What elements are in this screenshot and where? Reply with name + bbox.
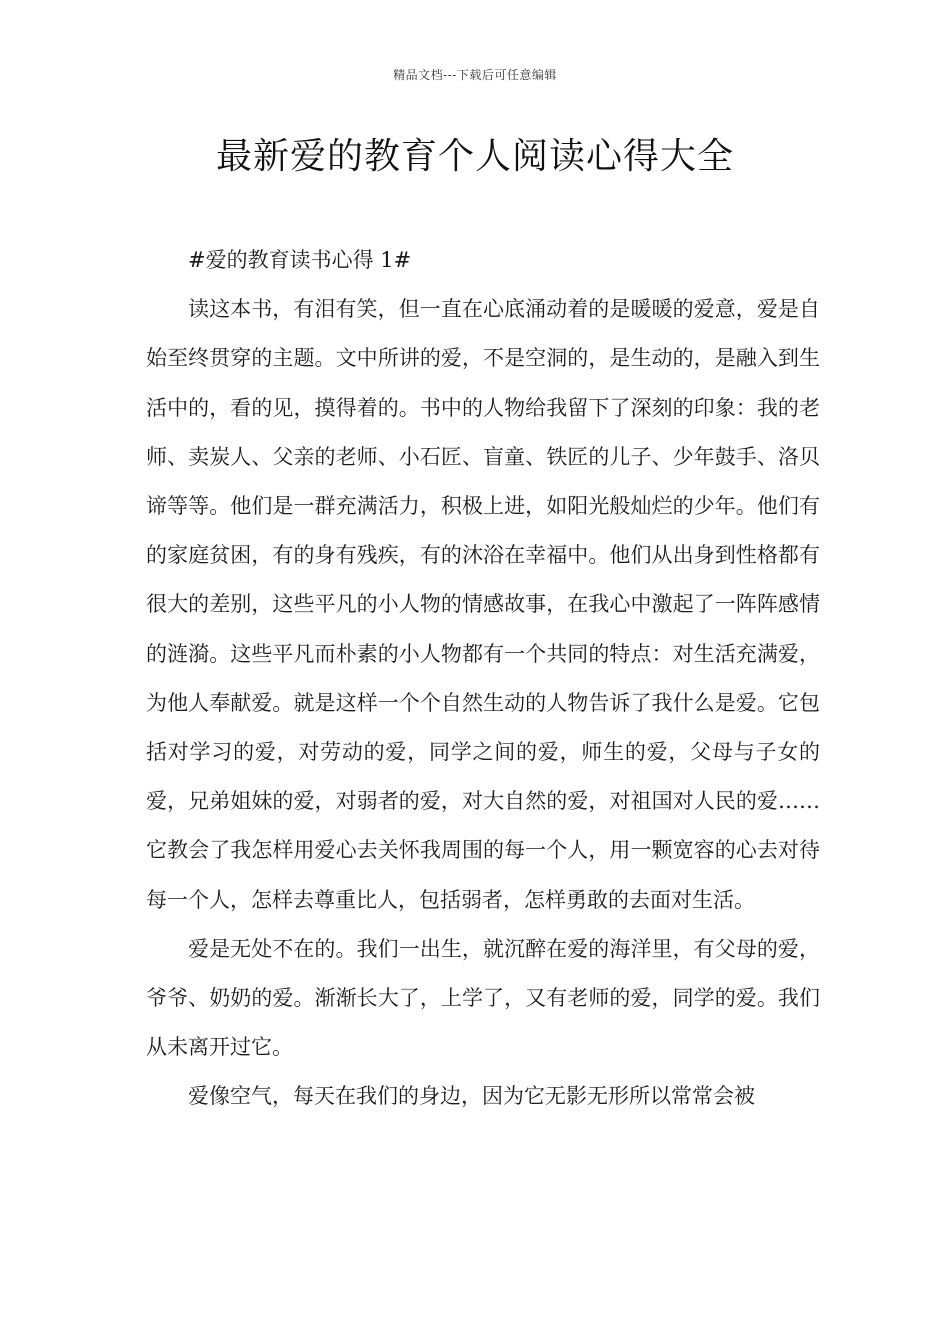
body-paragraph: 爱像空气，每天在我们的身边，因为它无影无形所以常常会被 (188, 1084, 755, 1109)
document-title: 最新爱的教育个人阅读心得大全 (215, 136, 734, 177)
section-heading: #爱的教育读书心得 1# (188, 248, 412, 272)
document-body (146, 236, 820, 1122)
body-paragraph: 爱是无处不在的。我们一出生，就沉醉在爱的海洋里，有父母的爱，爷爷、奶奶的爱。渐渐长大了，上学了，又有老师的爱，同学的爱。我们从未离开过它。 (146, 936, 820, 1060)
header-note: 精品文档---下载后可任意编辑 (393, 68, 557, 82)
body-paragraph: 读这本书，有泪有笑，但一直在心底涌动着的是暖暖的爱意，爱是自始至终贯穿的主题。文中所讲的爱，不是空洞的，是生动的，是融入到生活中的，看的见，摸得着的。书中的人物给我留下了深刻的印象：我的老师、卖炭人、父亲的老师、小石匠、盲童、铁匠的儿子、少年鼓手、洛贝谛等等。他们是一群充满活力，积极上进，如阳光般灿烂的少年。他们有的家庭贫困，有的身有残疾，有的沐浴在幸福中。他们从出身到性格都有很大的差别，这些平凡的小人物的情感故事，在我心中激起了一阵阵感情的涟漪。这些平凡而朴素的小人物都有一个共同的特点：对生活充满爱，为他人奉献爱。就是这样一个个自然生动的人物告诉了我什么是爱。它包括对学习的爱，对劳动的爱，同学之间的爱，师生的爱，父母与子女的爱，兄弟姐妹的爱，对弱者的爱，对大自然的爱，对祖国对人民的爱……它教会了我怎样用爱心去关怀我周围的每一个人，用一颗宽容的心去对待每一个人，怎样去尊重比人，包括弱者，怎样勇敢的去面对生活。 (146, 297, 820, 912)
